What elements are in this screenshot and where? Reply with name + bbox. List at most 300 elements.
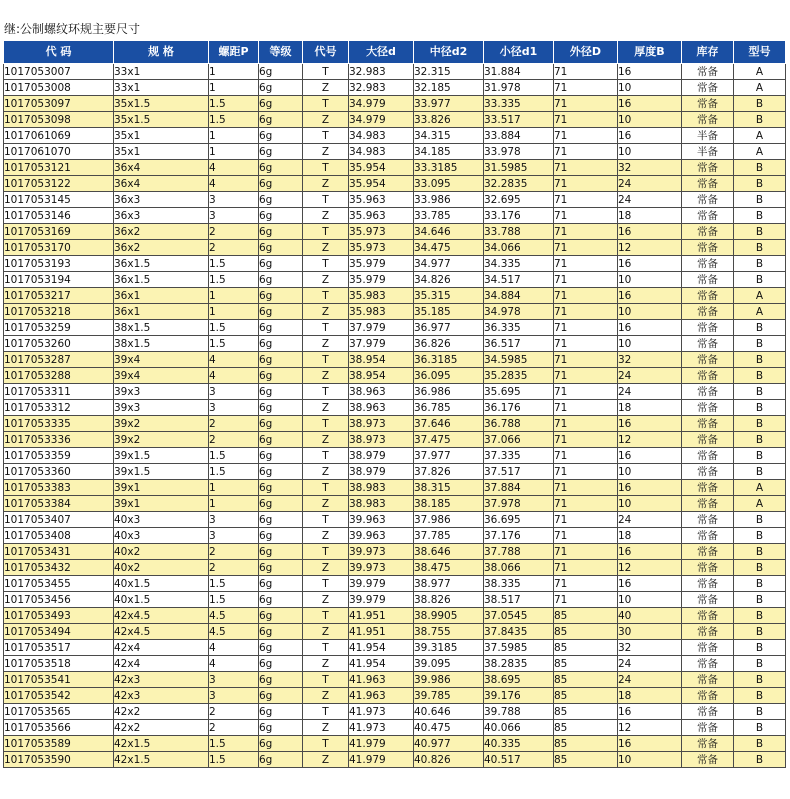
table-row [4,352,786,368]
pitch-diameter-cell: 35.315 [414,288,484,304]
thickness-cell: 10 [618,112,682,128]
table-row [4,320,786,336]
stock-cell: 常备 [682,288,734,304]
code-cell: 1017053146 [4,208,114,224]
pitch-diameter-cell: 38.475 [414,560,484,576]
minor-diameter-cell: 37.788 [484,544,554,560]
table-row [4,528,786,544]
major-diameter-cell: 35.963 [349,208,414,224]
spec-cell: 42x2 [114,704,209,720]
minor-diameter-cell: 38.695 [484,672,554,688]
pitch-cell: 1.5 [209,112,259,128]
stock-cell: 常备 [682,512,734,528]
minor-diameter-cell: 37.335 [484,448,554,464]
stock-cell: 常备 [682,464,734,480]
minor-diameter-cell: 37.0545 [484,608,554,624]
outer-diameter-cell: 71 [554,64,618,80]
stock-cell: 常备 [682,64,734,80]
grade-cell: 6g [259,384,303,400]
model-cell: B [734,736,786,752]
minor-diameter-cell: 38.517 [484,592,554,608]
code-cell: 1017053260 [4,336,114,352]
code-cell: 1017053336 [4,432,114,448]
model-cell: B [734,336,786,352]
outer-diameter-cell: 71 [554,528,618,544]
pitch-diameter-cell: 35.185 [414,304,484,320]
outer-diameter-cell: 71 [554,256,618,272]
table-row [4,144,786,160]
table-row [4,512,786,528]
thickness-cell: 16 [618,416,682,432]
code-cell: 1017053218 [4,304,114,320]
code-cell: 1017053217 [4,288,114,304]
outer-diameter-cell: 71 [554,464,618,480]
pitch-cell: 4 [209,160,259,176]
stock-cell: 常备 [682,192,734,208]
symbol-cell: Z [303,176,349,192]
model-cell: A [734,144,786,160]
major-diameter-cell: 39.979 [349,592,414,608]
table-row [4,448,786,464]
pitch-cell: 1 [209,304,259,320]
grade-cell: 6g [259,656,303,672]
header-grade: 等级 [259,41,303,64]
table-row [4,208,786,224]
thickness-cell: 24 [618,192,682,208]
table-row [4,176,786,192]
code-cell: 1017053590 [4,752,114,768]
symbol-cell: Z [303,720,349,736]
stock-cell: 常备 [682,704,734,720]
code-cell: 1017053565 [4,704,114,720]
symbol-cell: Z [303,592,349,608]
code-cell: 1017053288 [4,368,114,384]
grade-cell: 6g [259,576,303,592]
table-row [4,624,786,640]
model-cell: B [734,432,786,448]
table-row [4,112,786,128]
table-row [4,64,786,80]
symbol-cell: T [303,384,349,400]
model-cell: B [734,256,786,272]
pitch-cell: 3 [209,384,259,400]
stock-cell: 半备 [682,144,734,160]
major-diameter-cell: 38.963 [349,400,414,416]
major-diameter-cell: 41.951 [349,608,414,624]
stock-cell: 常备 [682,576,734,592]
header-major-diameter: 大径d [349,41,414,64]
pitch-diameter-cell: 39.3185 [414,640,484,656]
thickness-cell: 10 [618,464,682,480]
stock-cell: 常备 [682,544,734,560]
thickness-cell: 10 [618,144,682,160]
table-row [4,720,786,736]
pitch-cell: 2 [209,544,259,560]
major-diameter-cell: 32.983 [349,80,414,96]
outer-diameter-cell: 71 [554,160,618,176]
code-cell: 1017053312 [4,400,114,416]
symbol-cell: T [303,160,349,176]
major-diameter-cell: 35.973 [349,224,414,240]
spec-cell: 33x1 [114,64,209,80]
minor-diameter-cell: 33.176 [484,208,554,224]
spec-cell: 42x3 [114,688,209,704]
spec-cell: 42x4.5 [114,624,209,640]
grade-cell: 6g [259,320,303,336]
minor-diameter-cell: 37.978 [484,496,554,512]
thickness-cell: 16 [618,288,682,304]
minor-diameter-cell: 40.517 [484,752,554,768]
thickness-cell: 12 [618,720,682,736]
pitch-diameter-cell: 40.646 [414,704,484,720]
outer-diameter-cell: 85 [554,736,618,752]
pitch-diameter-cell: 33.785 [414,208,484,224]
model-cell: A [734,288,786,304]
major-diameter-cell: 38.973 [349,432,414,448]
minor-diameter-cell: 37.066 [484,432,554,448]
grade-cell: 6g [259,352,303,368]
grade-cell: 6g [259,528,303,544]
symbol-cell: Z [303,304,349,320]
major-diameter-cell: 38.979 [349,464,414,480]
model-cell: B [734,592,786,608]
stock-cell: 常备 [682,368,734,384]
code-cell: 1017053407 [4,512,114,528]
table-row [4,464,786,480]
pitch-cell: 2 [209,560,259,576]
minor-diameter-cell: 36.788 [484,416,554,432]
pitch-cell: 3 [209,528,259,544]
stock-cell: 常备 [682,640,734,656]
pitch-cell: 1.5 [209,320,259,336]
spec-cell: 36x2 [114,224,209,240]
major-diameter-cell: 34.979 [349,112,414,128]
minor-diameter-cell: 35.2835 [484,368,554,384]
outer-diameter-cell: 71 [554,320,618,336]
symbol-cell: Z [303,272,349,288]
outer-diameter-cell: 71 [554,240,618,256]
table-row [4,400,786,416]
model-cell: B [734,544,786,560]
pitch-cell: 2 [209,416,259,432]
spec-cell: 39x2 [114,416,209,432]
stock-cell: 常备 [682,336,734,352]
pitch-cell: 2 [209,240,259,256]
model-cell: B [734,624,786,640]
stock-cell: 半备 [682,128,734,144]
stock-cell: 常备 [682,80,734,96]
spec-cell: 35x1.5 [114,112,209,128]
code-cell: 1017053122 [4,176,114,192]
pitch-diameter-cell: 37.826 [414,464,484,480]
pitch-cell: 3 [209,192,259,208]
stock-cell: 常备 [682,560,734,576]
pitch-diameter-cell: 36.986 [414,384,484,400]
pitch-cell: 4 [209,640,259,656]
stock-cell: 常备 [682,736,734,752]
thickness-cell: 40 [618,608,682,624]
grade-cell: 6g [259,160,303,176]
table-row [4,256,786,272]
pitch-diameter-cell: 38.755 [414,624,484,640]
code-cell: 1017053494 [4,624,114,640]
stock-cell: 常备 [682,256,734,272]
stock-cell: 常备 [682,208,734,224]
grade-cell: 6g [259,192,303,208]
table-row [4,672,786,688]
outer-diameter-cell: 71 [554,336,618,352]
grade-cell: 6g [259,368,303,384]
outer-diameter-cell: 85 [554,640,618,656]
major-diameter-cell: 35.979 [349,272,414,288]
outer-diameter-cell: 71 [554,224,618,240]
spec-cell: 40x3 [114,512,209,528]
spec-cell: 40x1.5 [114,576,209,592]
stock-cell: 常备 [682,752,734,768]
pitch-diameter-cell: 37.646 [414,416,484,432]
model-cell: B [734,272,786,288]
symbol-cell: Z [303,528,349,544]
header-code: 代 码 [4,41,114,64]
grade-cell: 6g [259,720,303,736]
minor-diameter-cell: 40.335 [484,736,554,752]
table-row [4,192,786,208]
stock-cell: 常备 [682,448,734,464]
stock-cell: 常备 [682,160,734,176]
model-cell: B [734,96,786,112]
grade-cell: 6g [259,448,303,464]
header-spec: 规 格 [114,41,209,64]
symbol-cell: Z [303,240,349,256]
code-cell: 1017053456 [4,592,114,608]
stock-cell: 常备 [682,352,734,368]
table-row [4,384,786,400]
outer-diameter-cell: 71 [554,96,618,112]
code-cell: 1017053518 [4,656,114,672]
pitch-diameter-cell: 39.785 [414,688,484,704]
thickness-cell: 32 [618,640,682,656]
major-diameter-cell: 35.973 [349,240,414,256]
minor-diameter-cell: 37.176 [484,528,554,544]
grade-cell: 6g [259,752,303,768]
thickness-cell: 24 [618,368,682,384]
major-diameter-cell: 38.954 [349,352,414,368]
outer-diameter-cell: 71 [554,144,618,160]
symbol-cell: T [303,640,349,656]
symbol-cell: T [303,608,349,624]
symbol-cell: Z [303,752,349,768]
symbol-cell: Z [303,368,349,384]
grade-cell: 6g [259,464,303,480]
minor-diameter-cell: 37.8435 [484,624,554,640]
major-diameter-cell: 39.979 [349,576,414,592]
pitch-diameter-cell: 39.986 [414,672,484,688]
outer-diameter-cell: 71 [554,304,618,320]
minor-diameter-cell: 33.978 [484,144,554,160]
spec-cell: 42x1.5 [114,736,209,752]
spec-cell: 39x1.5 [114,464,209,480]
symbol-cell: T [303,320,349,336]
pitch-diameter-cell: 36.977 [414,320,484,336]
outer-diameter-cell: 71 [554,480,618,496]
major-diameter-cell: 41.979 [349,736,414,752]
outer-diameter-cell: 71 [554,576,618,592]
model-cell: B [734,752,786,768]
pitch-cell: 4.5 [209,624,259,640]
thread-ring-gauge-table [3,40,786,768]
minor-diameter-cell: 31.884 [484,64,554,80]
model-cell: B [734,464,786,480]
thickness-cell: 24 [618,384,682,400]
thickness-cell: 12 [618,560,682,576]
code-cell: 1017053360 [4,464,114,480]
table-row [4,128,786,144]
symbol-cell: T [303,416,349,432]
pitch-cell: 1 [209,80,259,96]
outer-diameter-cell: 85 [554,752,618,768]
code-cell: 1017053566 [4,720,114,736]
pitch-cell: 3 [209,672,259,688]
code-cell: 1017061070 [4,144,114,160]
model-cell: A [734,64,786,80]
major-diameter-cell: 41.963 [349,688,414,704]
pitch-cell: 1.5 [209,336,259,352]
spec-cell: 39x3 [114,384,209,400]
spec-cell: 36x1 [114,304,209,320]
spec-cell: 42x4.5 [114,608,209,624]
pitch-cell: 2 [209,224,259,240]
pitch-cell: 3 [209,688,259,704]
symbol-cell: Z [303,432,349,448]
table-row [4,576,786,592]
header-outer-diameter: 外径D [554,41,618,64]
pitch-cell: 1.5 [209,576,259,592]
thickness-cell: 16 [618,544,682,560]
model-cell: B [734,176,786,192]
table-row [4,336,786,352]
pitch-diameter-cell: 36.826 [414,336,484,352]
table-row [4,160,786,176]
header-minor-diameter: 小径d1 [484,41,554,64]
symbol-cell: Z [303,144,349,160]
table-row [4,496,786,512]
pitch-cell: 1.5 [209,96,259,112]
pitch-diameter-cell: 39.095 [414,656,484,672]
minor-diameter-cell: 33.335 [484,96,554,112]
table-row [4,592,786,608]
stock-cell: 常备 [682,176,734,192]
thickness-cell: 16 [618,96,682,112]
thickness-cell: 24 [618,656,682,672]
spec-cell: 36x1.5 [114,256,209,272]
symbol-cell: Z [303,208,349,224]
code-cell: 1017053359 [4,448,114,464]
major-diameter-cell: 35.979 [349,256,414,272]
minor-diameter-cell: 34.066 [484,240,554,256]
major-diameter-cell: 35.983 [349,288,414,304]
code-cell: 1017053287 [4,352,114,368]
code-cell: 1017053007 [4,64,114,80]
spec-cell: 33x1 [114,80,209,96]
pitch-diameter-cell: 32.315 [414,64,484,80]
outer-diameter-cell: 85 [554,608,618,624]
grade-cell: 6g [259,112,303,128]
thickness-cell: 10 [618,272,682,288]
outer-diameter-cell: 71 [554,112,618,128]
model-cell: B [734,528,786,544]
pitch-cell: 1.5 [209,256,259,272]
stock-cell: 常备 [682,656,734,672]
symbol-cell: Z [303,400,349,416]
thickness-cell: 12 [618,432,682,448]
model-cell: B [734,112,786,128]
thickness-cell: 18 [618,208,682,224]
symbol-cell: Z [303,112,349,128]
pitch-cell: 1.5 [209,592,259,608]
code-cell: 1017053455 [4,576,114,592]
symbol-cell: T [303,224,349,240]
spec-cell: 42x4 [114,640,209,656]
spec-cell: 38x1.5 [114,320,209,336]
table-row [4,224,786,240]
grade-cell: 6g [259,400,303,416]
symbol-cell: T [303,704,349,720]
table-row [4,704,786,720]
table-row [4,288,786,304]
spec-cell: 42x4 [114,656,209,672]
symbol-cell: Z [303,464,349,480]
table-row [4,608,786,624]
symbol-cell: T [303,96,349,112]
spec-cell: 39x2 [114,432,209,448]
minor-diameter-cell: 34.335 [484,256,554,272]
code-cell: 1017053145 [4,192,114,208]
thickness-cell: 18 [618,400,682,416]
table-row [4,640,786,656]
symbol-cell: T [303,672,349,688]
header-thickness: 厚度B [618,41,682,64]
pitch-cell: 1 [209,64,259,80]
stock-cell: 常备 [682,432,734,448]
minor-diameter-cell: 32.695 [484,192,554,208]
stock-cell: 常备 [682,496,734,512]
thickness-cell: 16 [618,736,682,752]
pitch-cell: 1 [209,128,259,144]
model-cell: B [734,208,786,224]
grade-cell: 6g [259,624,303,640]
model-cell: B [734,384,786,400]
thickness-cell: 16 [618,704,682,720]
thickness-cell: 18 [618,688,682,704]
outer-diameter-cell: 71 [554,400,618,416]
spec-cell: 36x3 [114,192,209,208]
stock-cell: 常备 [682,384,734,400]
stock-cell: 常备 [682,528,734,544]
pitch-cell: 4.5 [209,608,259,624]
outer-diameter-cell: 85 [554,688,618,704]
thickness-cell: 24 [618,512,682,528]
pitch-diameter-cell: 38.9905 [414,608,484,624]
pitch-cell: 1 [209,288,259,304]
model-cell: B [734,400,786,416]
pitch-diameter-cell: 38.315 [414,480,484,496]
table-row [4,736,786,752]
minor-diameter-cell: 33.884 [484,128,554,144]
stock-cell: 常备 [682,112,734,128]
grade-cell: 6g [259,144,303,160]
minor-diameter-cell: 34.5985 [484,352,554,368]
symbol-cell: Z [303,336,349,352]
